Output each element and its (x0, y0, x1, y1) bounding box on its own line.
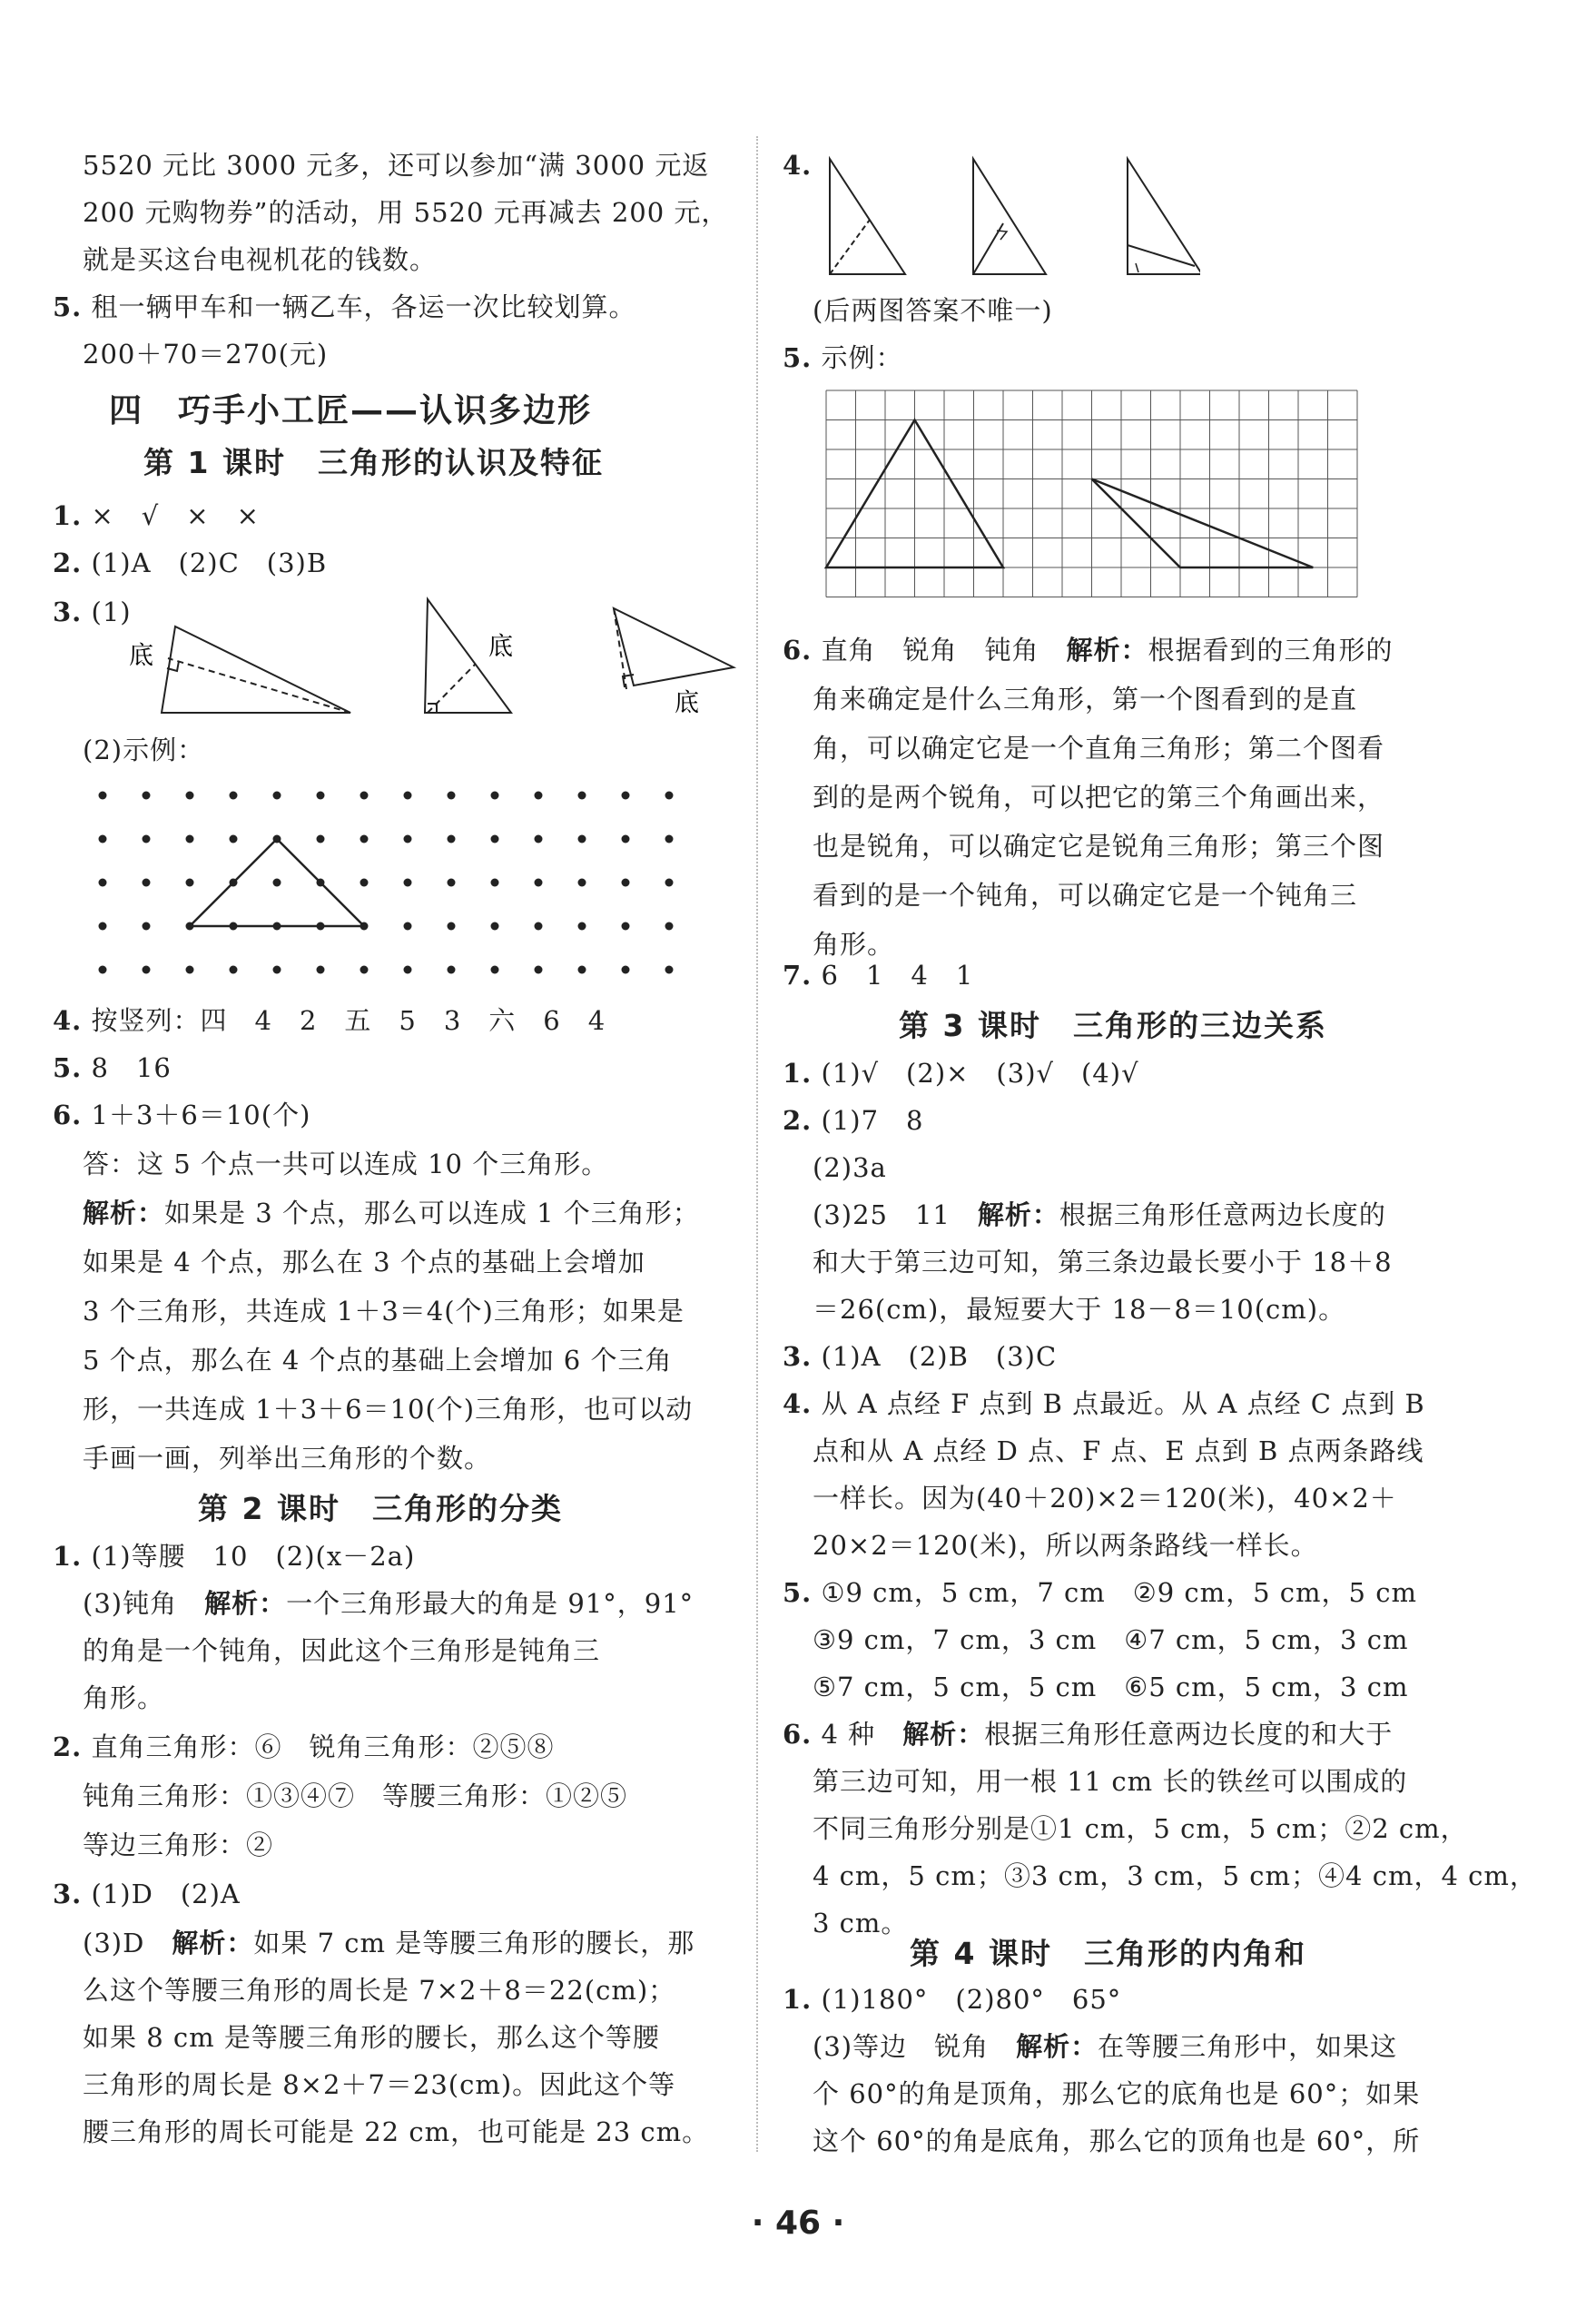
grid-dot (404, 966, 412, 974)
analysis-line: 角来确定是什么三角形，第一个图看到的是直 (813, 684, 1358, 715)
right-triangle-1 (830, 159, 905, 274)
analysis-line (83, 1585, 694, 1622)
grid-dot (317, 835, 325, 843)
lesson-title: 第 3 课时 三角形的三边关系 (899, 1008, 1327, 1043)
analysis-line (83, 1925, 695, 1961)
question-3 (53, 1876, 241, 1912)
question-number: 4. (783, 150, 813, 181)
answer-text: (1)√ (2)× (3)√ (4)√ (821, 1058, 1139, 1089)
analysis-label: 解析： (977, 1199, 1059, 1230)
answer-text: (3)D (83, 1928, 145, 1958)
question-number: 1. (53, 1541, 83, 1572)
answer-text: 直角三角形：⑥ 锐角三角形：②⑤⑧ (91, 1731, 555, 1762)
answer-line: 钝角三角形：①③④⑦ 等腰三角形：①②⑤ (83, 1780, 628, 1811)
grid-dot (143, 835, 151, 843)
grid-dot (491, 922, 499, 931)
analysis-text: 如果 7 cm 是等腰三角形的腰长，那 (253, 1928, 695, 1958)
answer-text: (3)钝角 (83, 1588, 178, 1619)
grid-dot (230, 835, 238, 843)
answer-text: ①9 cm，5 cm，7 cm ②9 cm，5 cm，5 cm (821, 1577, 1417, 1608)
grid-dot (622, 792, 630, 800)
analysis-line: 看到的是一个钝角，可以确定它是一个钝角三 (813, 880, 1358, 911)
grid-dot (535, 879, 543, 887)
grid-dot (99, 879, 107, 887)
analysis-text: 根据三角形任意两边长度的 (1059, 1199, 1386, 1230)
analysis-line: 角形。 (813, 929, 895, 960)
triangle-height-figures (125, 595, 761, 726)
grid-dot (535, 835, 543, 843)
grid-triangles (823, 387, 1367, 614)
analysis-line: 3 个三角形，共连成 1＋3＝4(个)三角形；如果是 (83, 1296, 685, 1327)
equation: 200＋70＝270(元) (83, 339, 329, 370)
question-number: 3. (53, 597, 83, 627)
analysis-line: 这个 60°的角是底角，那么它的顶角也是 60°，所 (813, 2126, 1421, 2156)
grid-dot (99, 835, 107, 843)
right-triangle-3 (1128, 159, 1200, 274)
lesson-title: 第 2 课时 三角形的分类 (198, 1491, 563, 1526)
analysis-line (83, 1195, 700, 1231)
answer-text: (1)等腰 10 (2)(x－2a) (91, 1541, 416, 1572)
grid-dot (535, 966, 543, 974)
grid-dot (273, 792, 281, 800)
analysis-line: 角形。 (83, 1682, 165, 1713)
triangle-figure-3 (614, 608, 734, 689)
grid-dot (360, 792, 369, 800)
answer-line: ⑤7 cm，5 cm，5 cm ⑥5 cm，5 cm，3 cm (813, 1672, 1409, 1702)
grid-dot (317, 966, 325, 974)
grid-dot (578, 792, 586, 800)
grid-dot (143, 879, 151, 887)
grid-dot (622, 922, 630, 931)
answer-text: (1)A (2)C (3)B (91, 547, 328, 578)
grid-dot (230, 792, 238, 800)
grid-dot (404, 835, 412, 843)
text-line: 就是买这台电视机花的钱数。 (83, 244, 438, 275)
answer-sentence: 答：这 5 个点一共可以连成 10 个三角形。 (83, 1149, 609, 1179)
question-number: 1. (783, 1058, 813, 1089)
analysis-line: 如果是 4 个点，那么在 3 个点的基础上会增加 (83, 1247, 645, 1277)
page-number: · 46 · (751, 2205, 845, 2242)
obtuse-triangle (1092, 479, 1314, 568)
question-5 (53, 1050, 172, 1086)
analysis-label: 解析： (1066, 635, 1148, 666)
grid-dot (535, 792, 543, 800)
grid-dot (99, 966, 107, 974)
grid-dot (186, 879, 194, 887)
analysis-line: 到的是两个锐角，可以把它的第三个角画出来， (813, 782, 1385, 813)
grid-dot (448, 792, 456, 800)
grid-dot (143, 792, 151, 800)
grid-dot (665, 835, 674, 843)
question-4 (53, 1002, 606, 1039)
grid-dot (578, 835, 586, 843)
grid-dot (448, 835, 456, 843)
question-number: 6. (53, 1100, 83, 1130)
question-1 (783, 1981, 1121, 2017)
grid-dot (448, 922, 456, 931)
answer-line: ③9 cm，7 cm，3 cm ④7 cm，5 cm，3 cm (813, 1624, 1409, 1655)
question-2 (783, 1102, 923, 1139)
answer-text: 8 16 (91, 1052, 172, 1083)
grid-dot (186, 835, 194, 843)
grid-dot (491, 879, 499, 887)
answer-text: 6 1 4 1 (821, 960, 974, 991)
right-triangle-heights (819, 154, 1200, 281)
grid-dot (360, 835, 369, 843)
question-number: 4. (783, 1388, 813, 1419)
answer-line: 一样长。因为(40＋20)×2＝120(米)，40×2＋ (813, 1483, 1397, 1514)
unit-title: 四 巧手小工匠——认识多边形 (109, 392, 593, 429)
analysis-line: ＝26(cm)，最短要大于 18－8＝10(cm)。 (813, 1294, 1346, 1325)
analysis-line: 4 cm，5 cm；③3 cm，3 cm，5 cm；④4 cm，4 cm， (813, 1860, 1537, 1891)
question-6 (783, 1716, 1393, 1752)
grid-dot (665, 966, 674, 974)
grid-dot (404, 879, 412, 887)
analysis-line: 5 个点，那么在 4 个点的基础上会增加 6 个三角 (83, 1345, 673, 1376)
grid-dot (273, 966, 281, 974)
analysis-label: 解析： (1016, 2031, 1098, 2062)
analysis-line: 3 cm。 (813, 1908, 909, 1938)
text-line: 5520 元比 3000 元多，还可以参加“满 3000 元返 (83, 150, 710, 181)
question-6 (53, 1097, 310, 1133)
analysis-line (813, 1197, 1386, 1233)
answer-text: (3)25 11 (813, 1199, 951, 1230)
question-number: 5. (783, 342, 813, 373)
question-4 (783, 1386, 1425, 1422)
question-number: 3. (783, 1341, 813, 1372)
grid-dot (665, 922, 674, 931)
question-number: 1. (783, 1984, 813, 2015)
analysis-label: 解析： (204, 1588, 287, 1619)
grid-dot (578, 922, 586, 931)
grid-dot (99, 792, 107, 800)
question-number: 1. (53, 500, 83, 531)
analysis-text: 如果是 3 个点，那么可以连成 1 个三角形； (164, 1198, 700, 1228)
grid-dot (404, 922, 412, 931)
analysis-line: 角，可以确定它是一个直角三角形；第二个图看 (813, 733, 1385, 764)
answer-text: 租一辆甲车和一辆乙车，各运一次比较划算。 (91, 291, 636, 322)
question-7 (783, 957, 973, 993)
grid-dot (99, 922, 107, 931)
base-label: 底 (488, 633, 513, 661)
grid-dot (404, 792, 412, 800)
question-number: 6. (783, 1719, 813, 1750)
grid-dot (491, 835, 499, 843)
question-number: 3. (53, 1879, 83, 1909)
sub-answer: (2)示例： (83, 735, 205, 765)
grid-dot (448, 966, 456, 974)
question-1 (53, 498, 260, 534)
grid-dot (578, 879, 586, 887)
grid-dot (186, 966, 194, 974)
column-divider (756, 136, 758, 2152)
analysis-line: 第三边可知，用一根 11 cm 长的铁丝可以围成的 (813, 1766, 1408, 1797)
analysis-line: 形，一共连成 1＋3＋6＝10(个)三角形，也可以动 (83, 1394, 694, 1425)
question-2 (53, 545, 327, 581)
answer-text: (1)A (2)B (3)C (821, 1341, 1058, 1372)
grid-dot (317, 792, 325, 800)
analysis-line: 么这个等腰三角形的周长是 7×2＋8＝22(cm)； (83, 1975, 676, 2006)
analysis-line (813, 2028, 1397, 2065)
grid-dot (578, 966, 586, 974)
question-number: 5. (53, 1052, 83, 1083)
grid-dot (360, 966, 369, 974)
question-3 (53, 594, 132, 630)
analysis-line: 三角形的周长是 8×2＋7＝23(cm)。因此这个等 (83, 2069, 676, 2100)
lesson-title: 第 4 课时 三角形的内角和 (910, 1936, 1306, 1971)
grid-dot (186, 792, 194, 800)
analysis-line: 手画一画，列举出三角形的个数。 (83, 1443, 492, 1474)
question-number: 5. (53, 291, 83, 322)
dot-grid-triangle (89, 781, 706, 990)
grid-dot (230, 966, 238, 974)
answer-text: (1) (91, 597, 132, 627)
grid-dot (535, 922, 543, 931)
grid-dot (622, 879, 630, 887)
question-number: 4. (53, 1005, 83, 1036)
answer-text: (1)7 8 (821, 1105, 924, 1136)
question-number: 5. (783, 1577, 813, 1608)
question-1 (53, 1538, 415, 1574)
answer-text: (3)等边 锐角 (813, 2031, 990, 2062)
grid-dot (665, 879, 674, 887)
grid-dot (665, 792, 674, 800)
equation: 1＋3＋6＝10(个) (91, 1100, 311, 1130)
base-label: 底 (129, 642, 153, 670)
answer-line: (2)3a (813, 1152, 887, 1183)
answer-text: (1)D (2)A (91, 1879, 241, 1909)
question-6 (783, 632, 1394, 668)
grid-dot (491, 792, 499, 800)
answer-text: 直角 锐角 钝角 (821, 635, 1039, 666)
answer-line: 20×2＝120(米)，所以两条路线一样长。 (813, 1530, 1318, 1561)
analysis-line: 如果 8 cm 是等腰三角形的腰长，那么这个等腰 (83, 2022, 660, 2053)
grid-dot (273, 879, 281, 887)
lesson-title: 第 1 课时 三角形的认识及特征 (143, 445, 604, 480)
analysis-line: 的角是一个钝角，因此这个三角形是钝角三 (83, 1635, 601, 1666)
question-5 (53, 289, 636, 325)
grid-dot (360, 879, 369, 887)
base-label: 底 (675, 689, 699, 717)
analysis-label: 解析： (83, 1198, 165, 1228)
analysis-line: 个 60°的角是顶角，那么它的底角也是 60°；如果 (813, 2078, 1421, 2109)
grid-dot (143, 922, 151, 931)
answer-text: (1)180° (2)80° 65° (821, 1984, 1122, 2015)
grid-dot (143, 966, 151, 974)
question-4 (783, 147, 812, 183)
answer-line: 点和从 A 点经 D 点、F 点、E 点到 B 点两条路线 (813, 1435, 1424, 1466)
answer-line: 等边三角形：② (83, 1830, 274, 1860)
analysis-line: 也是锐角，可以确定它是锐角三角形；第三个图 (813, 831, 1385, 862)
question-5 (783, 340, 903, 376)
grid-dot (448, 879, 456, 887)
analysis-label: 解析： (902, 1719, 985, 1750)
note: (后两图答案不唯一) (813, 295, 1053, 326)
question-number: 2. (53, 1731, 83, 1762)
analysis-text: 在等腰三角形中，如果这 (1098, 2031, 1398, 2062)
question-5 (783, 1574, 1417, 1611)
analysis-line: 不同三角形分别是①1 cm，5 cm，5 cm；②2 cm， (813, 1813, 1468, 1844)
triangle-figure-1 (162, 626, 350, 713)
analysis-line: 和大于第三边可知，第三条边最长要小于 18＋8 (813, 1247, 1393, 1277)
question-2 (53, 1729, 555, 1765)
question-1 (783, 1055, 1139, 1091)
right-triangle-2 (973, 159, 1046, 274)
answer-text: 按竖列：四 4 2 五 5 3 六 6 4 (91, 1005, 606, 1036)
analysis-label: 解析： (172, 1928, 254, 1958)
answer-text: 从 A 点经 F 点到 B 点最近。从 A 点经 C 点到 B (821, 1388, 1425, 1419)
grid-dot (622, 835, 630, 843)
text-line: 200 元购物券”的活动，用 5520 元再减去 200 元， (83, 197, 729, 228)
answer-text: 4 种 (821, 1719, 876, 1750)
grid-dot (491, 966, 499, 974)
question-number: 6. (783, 635, 813, 666)
grid-dot (622, 966, 630, 974)
question-number: 2. (783, 1105, 813, 1136)
question-3 (783, 1338, 1057, 1375)
question-number: 7. (783, 960, 813, 991)
answer-text: × √ × × (91, 500, 260, 531)
analysis-text: 一个三角形最大的角是 91°，91° (286, 1588, 695, 1619)
question-number: 2. (53, 547, 83, 578)
analysis-text: 根据三角形任意两边长度的和大于 (984, 1719, 1394, 1750)
answer-text: 示例： (821, 342, 903, 373)
analysis-line: 腰三角形的周长可能是 22 cm，也可能是 23 cm。 (83, 2116, 710, 2147)
analysis-text: 根据看到的三角形的 (1148, 635, 1394, 666)
